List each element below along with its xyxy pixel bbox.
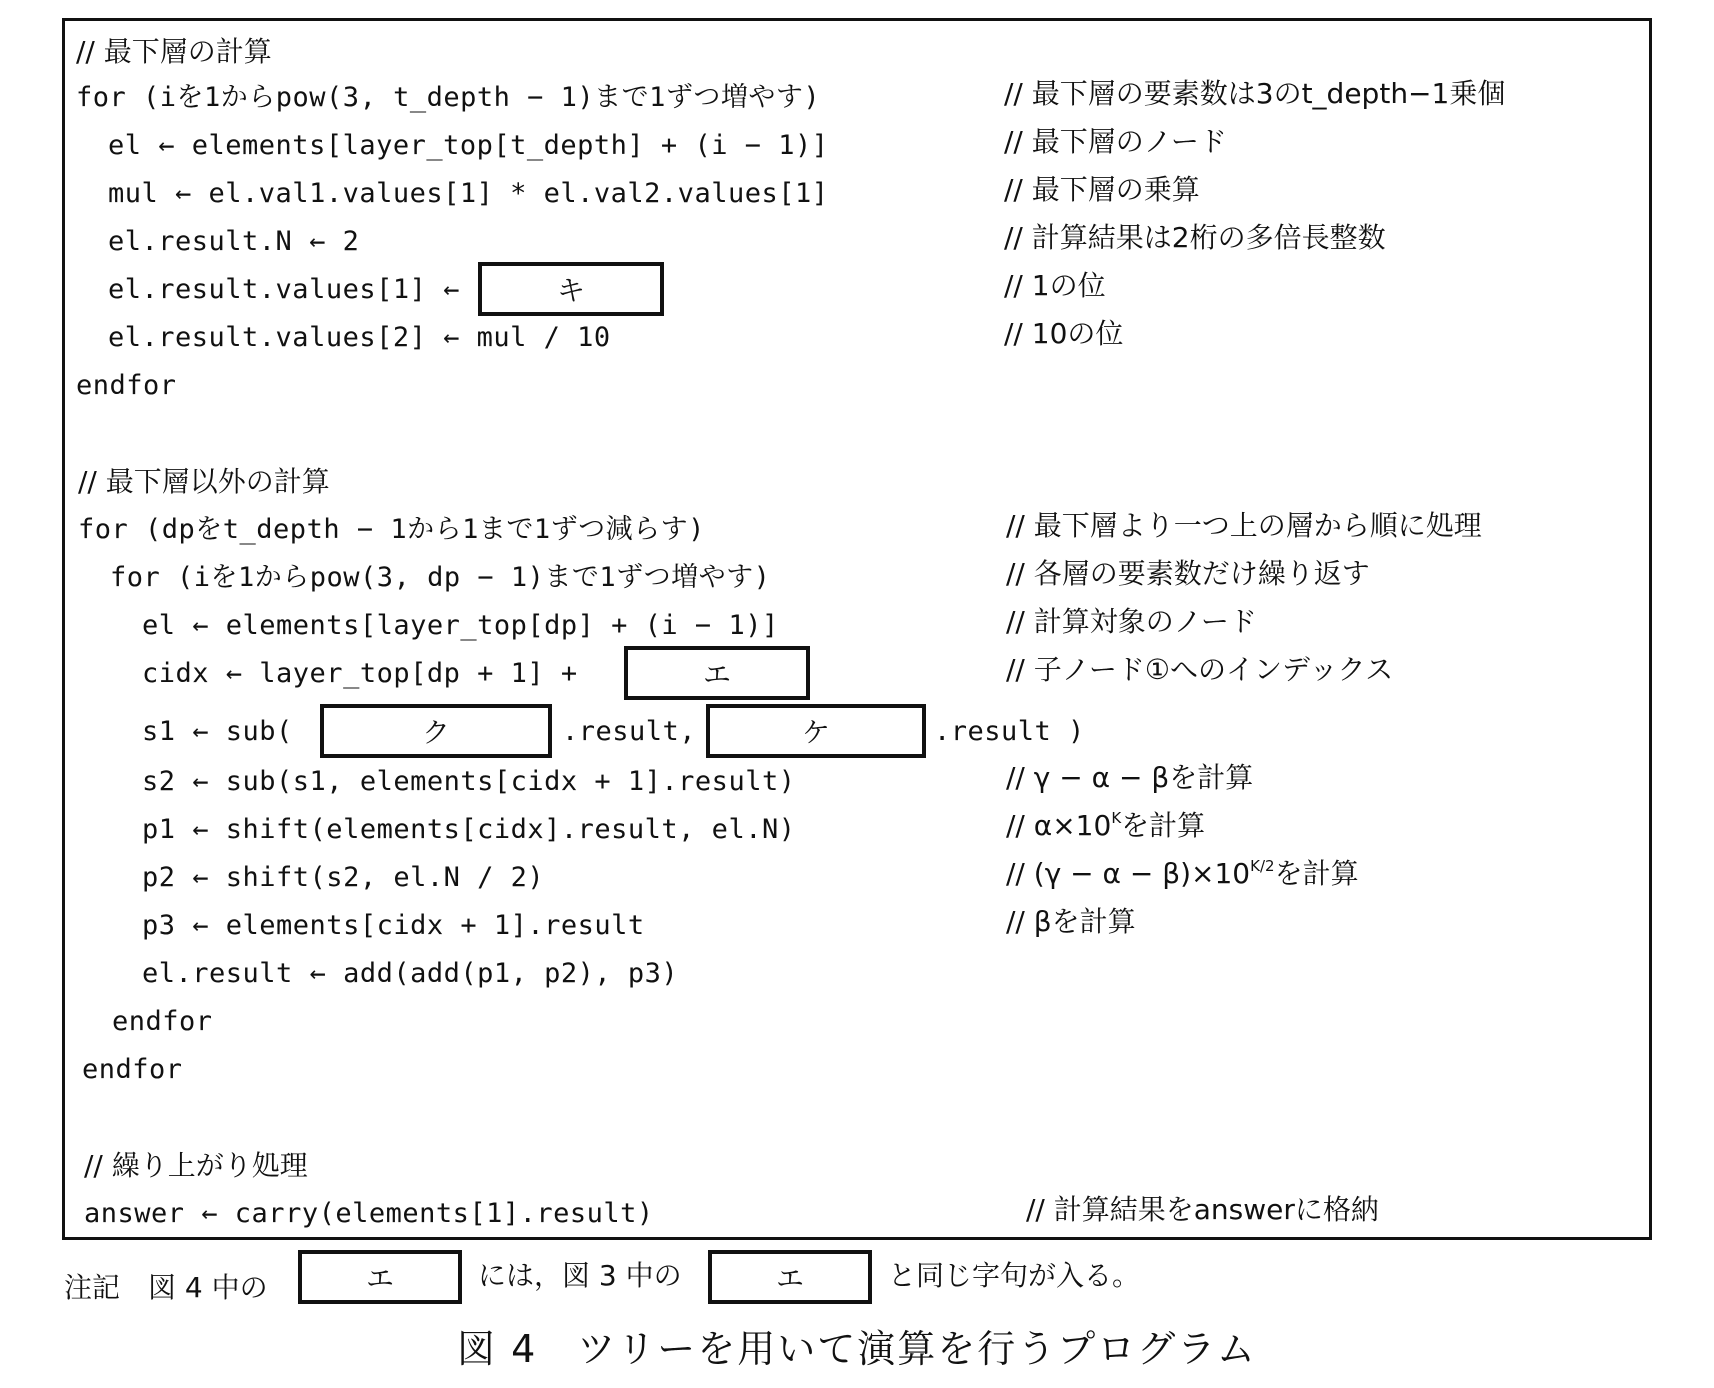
note-lead: 注記 図 4 中の <box>64 1271 268 1304</box>
code-cidx: cidx ← layer_top[dp + 1] + <box>142 658 578 689</box>
note-blank-e-fig4: エ <box>298 1250 462 1304</box>
code-result-values2: el.result.values[2] ← mul / 10 <box>108 322 611 353</box>
code-p1: p1 ← shift(elements[cidx].result, el.N) <box>142 814 796 845</box>
comment-result-n: // 計算結果は2桁の多倍長整数 <box>1004 221 1386 254</box>
figure-caption: 図 4 ツリーを用いて演算を行うプログラム <box>457 1327 1257 1371</box>
code-el-result: el.result ← add(add(p1, p2), p3) <box>142 958 679 989</box>
blank-ke: ケ <box>706 704 926 758</box>
comment-cidx: // 子ノード①へのインデックス <box>1006 653 1394 686</box>
comment-el-upper: // 計算対象のノード <box>1006 605 1257 638</box>
code-el-bottom: el ← elements[layer_top[t_depth] + (i − 1)] <box>108 130 829 161</box>
comment-tens-place: // 10の位 <box>1004 317 1124 350</box>
note-tail: と同じ字句が入る。 <box>888 1259 1141 1292</box>
code-p3: p3 ← elements[cidx + 1].result <box>142 910 645 941</box>
code-el-upper: el ← elements[layer_top[dp] + (i − 1)] <box>142 610 779 641</box>
comment-carry: // 繰り上がり処理 <box>84 1149 308 1182</box>
comment-for-i: // 各層の要素数だけ繰り返す <box>1006 557 1370 590</box>
note-blank-e-fig3: エ <box>708 1250 872 1304</box>
code-s1-end: .result ) <box>934 716 1085 747</box>
code-for-bottom: for (iを1からpow(3, t_depth − 1)まで1ずつ増やす) <box>76 82 821 113</box>
code-s2: s2 ← sub(s1, elements[cidx + 1].result) <box>142 766 796 797</box>
code-answer: answer ← carry(elements[1].result) <box>84 1198 654 1229</box>
code-result-n: el.result.N ← 2 <box>108 226 360 257</box>
note-mid: には，図 3 中の <box>478 1259 682 1292</box>
blank-ki: キ <box>478 262 664 316</box>
comment-el-bottom: // 最下層のノード <box>1004 125 1227 158</box>
comment-for-bottom: // 最下層の要素数は3のt_depth−1乗個 <box>1004 77 1506 110</box>
code-mul: mul ← el.val1.values[1] * el.val2.values[1] <box>108 178 829 209</box>
comment-mul: // 最下層の乗算 <box>1004 173 1200 206</box>
code-p2: p2 ← shift(s2, el.N / 2) <box>142 862 545 893</box>
comment-p1: // $\alpha\times 10^K$を計算 <box>1006 809 1206 842</box>
comment-for-dp: // 最下層より一つ上の層から順に処理 <box>1006 509 1482 542</box>
code-endfor-bottom: endfor <box>76 370 177 401</box>
comment-ones-place: // 1の位 <box>1004 269 1106 302</box>
code-endfor-outer: endfor <box>82 1054 183 1085</box>
code-for-i: for (iを1からpow(3, dp − 1)まで1ずつ増やす) <box>110 562 771 593</box>
code-s1-start: s1 ← sub( <box>142 716 293 747</box>
blank-ku: ク <box>320 704 552 758</box>
comment-p3: // βを計算 <box>1006 905 1136 938</box>
blank-e: エ <box>624 646 810 700</box>
comment-answer: // 計算結果をanswerに格納 <box>1026 1193 1379 1226</box>
comment-upper-layers: // 最下層以外の計算 <box>78 465 330 498</box>
code-s1-mid: .result, <box>562 716 697 747</box>
code-for-dp: for (dpをt_depth − 1から1まで1ずつ減らす) <box>78 514 705 545</box>
code-result-values1: el.result.values[1] ← <box>108 274 460 305</box>
comment-bottom-layer: // 最下層の計算 <box>76 35 272 68</box>
code-endfor-inner: endfor <box>112 1006 213 1037</box>
comment-p2: // $(\gamma - \alpha - \beta)\times 10^{K/2}$を計算 <box>1006 857 1359 890</box>
comment-s2: // γ − α − βを計算 <box>1006 761 1254 794</box>
